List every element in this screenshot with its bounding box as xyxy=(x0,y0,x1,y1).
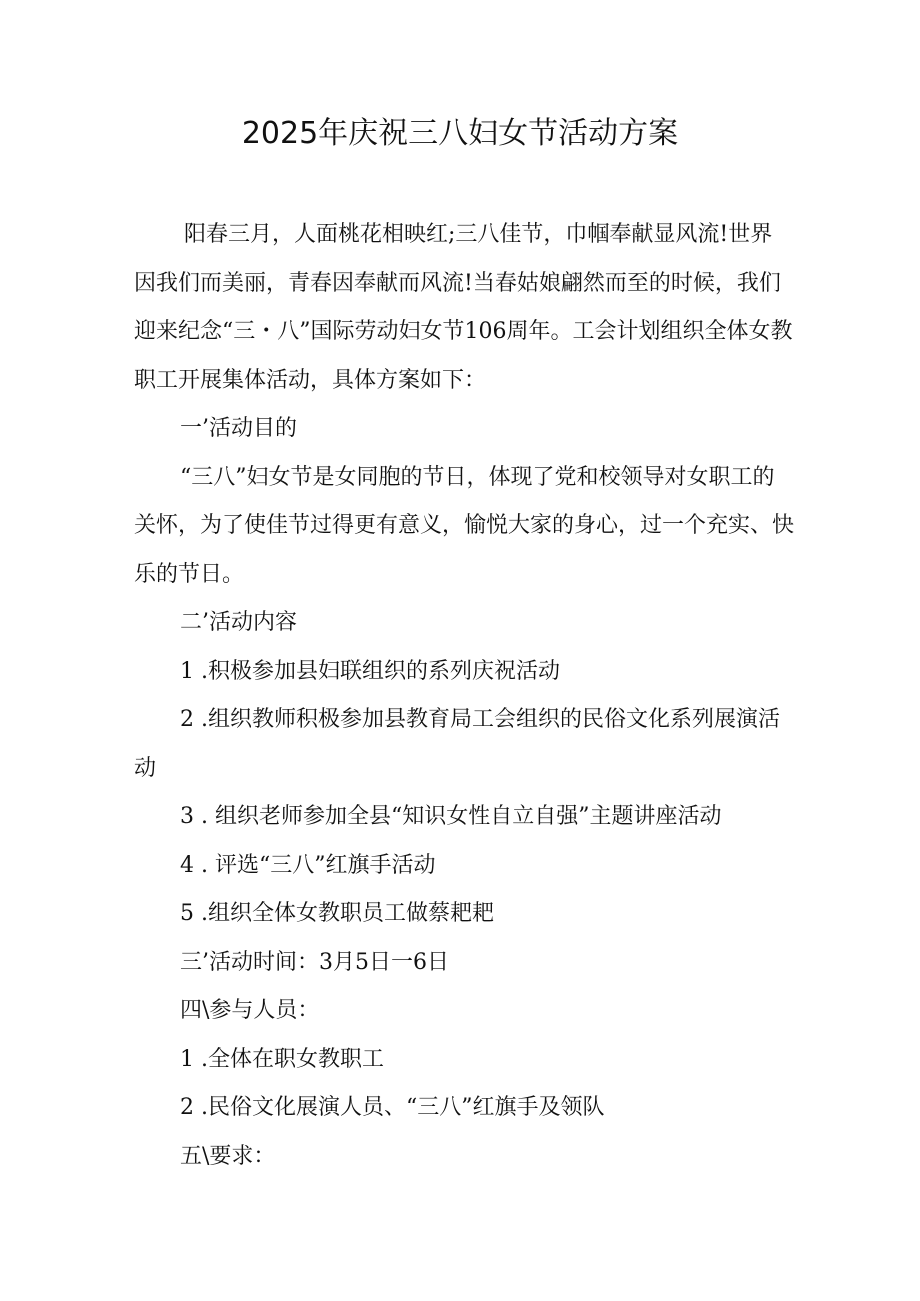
section-4-item-2: 2 .民俗文化展演人员、“三八”红旗手及领队 xyxy=(180,1095,605,1120)
section-2-item-5: 5 .组织全体女教职员工做蔡耙耙 xyxy=(180,901,494,926)
section-2-item-3: 3 . 组织老师参加全县“知识女性自立自强”主题讲座活动 xyxy=(180,804,722,829)
intro-paragraph: 阳春三月，人面桃花相映红;三八佳节，巾帼奉献显风流!世界因我们而美丽，青春因奉献而风流!当春姑娘翩然而至的时候，我们迎来纪念“三・八”国际劳动妇女节106周年。工会计划组织全体女教职工开展集体活动，具体方案如下： xyxy=(134,222,793,393)
section-5-heading: 五\要求： xyxy=(180,1143,276,1169)
section-4-heading: 四\参与人员： xyxy=(180,998,320,1023)
section-2-item-4: 4 . 评选“三八”红旗手活动 xyxy=(180,852,436,878)
section-2-item-2: 2 .组织教师积极参加县教育局工会组织的民俗文化系列展演活动 xyxy=(134,707,780,781)
document-body xyxy=(134,211,794,1181)
section-2-item-1: 1 .积极参加县妇联组织的系列庆祝活动 xyxy=(180,658,560,684)
section-3-heading: 三’活动时间：3月5日一6日 xyxy=(180,949,449,975)
document-title: 2025年庆祝三八妇女节活动方案 xyxy=(241,116,679,151)
section-1-heading: 一’活动目的 xyxy=(180,416,297,441)
section-2-heading: 二’活动内容 xyxy=(180,610,297,635)
section-4-item-1: 1 .全体在职女教职工 xyxy=(180,1046,384,1072)
section-1-paragraph: “三八”妇女节是女同胞的节日，体现了党和校领导对女职工的关怀，为了使佳节过得更有意义，愉悦大家的身心，过一个充实、快乐的节日。 xyxy=(134,464,795,587)
